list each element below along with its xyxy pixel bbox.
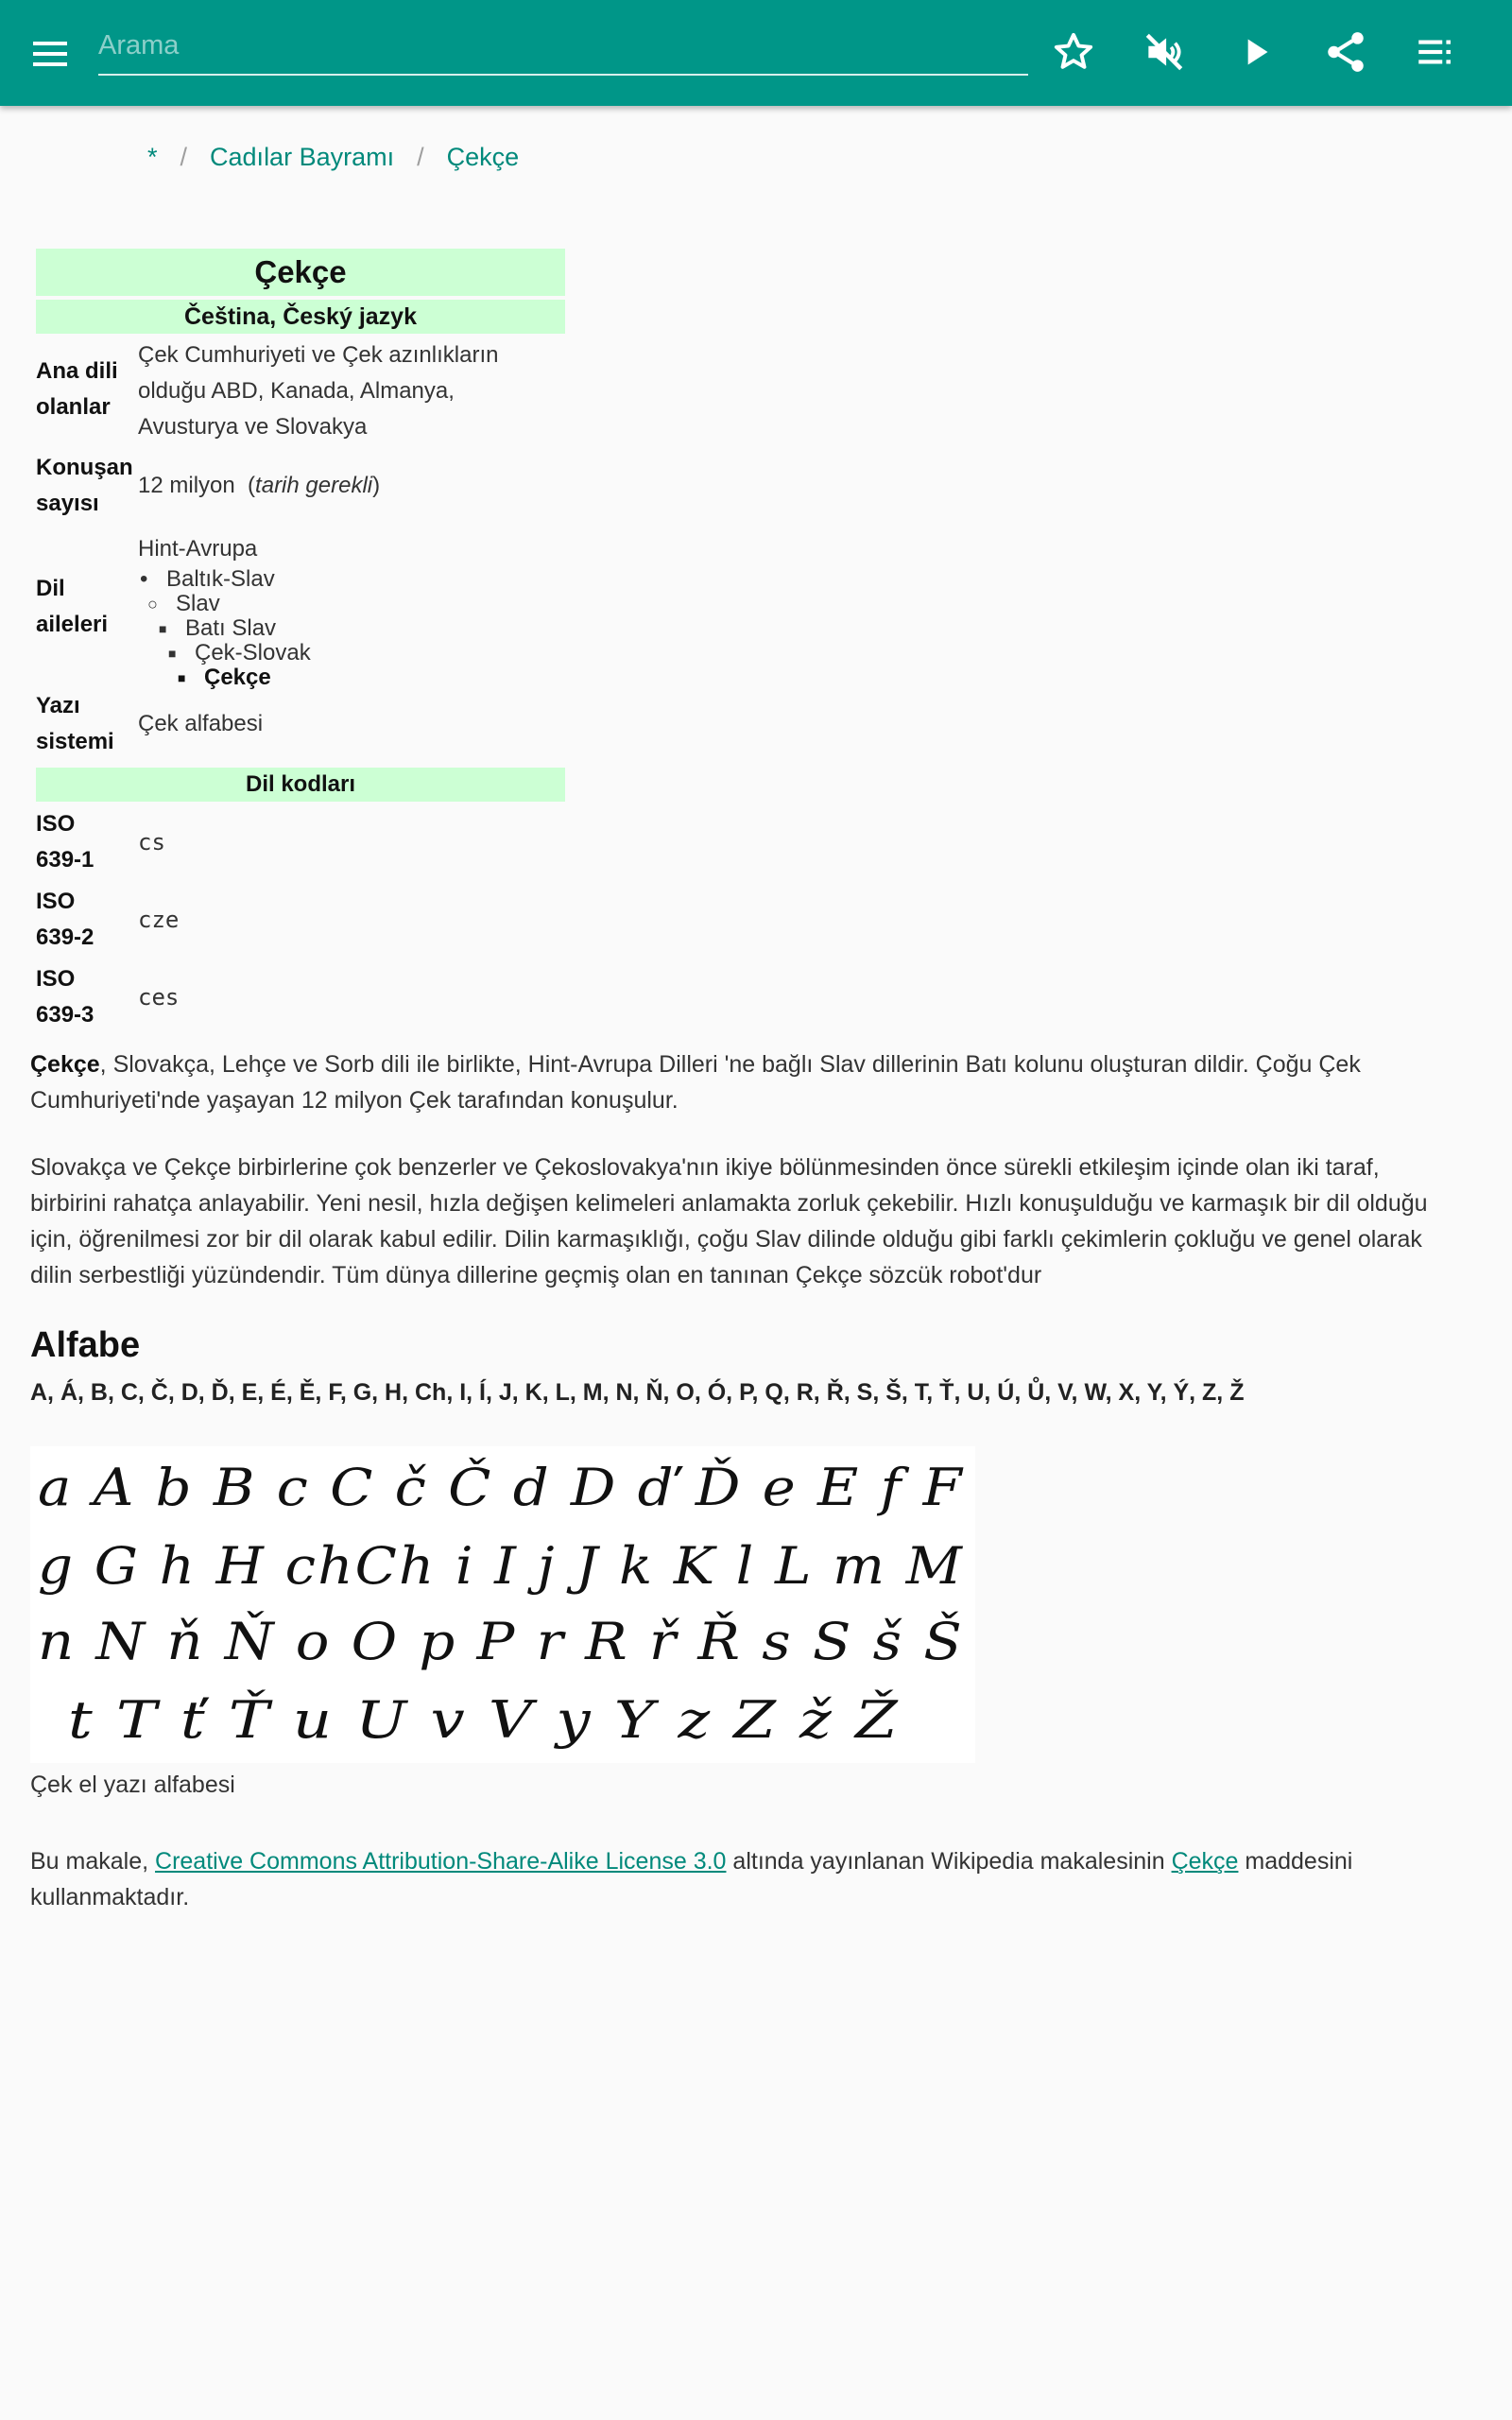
breadcrumb-separator: / (417, 142, 424, 171)
native-speakers-label: Ana dili olanlar (36, 358, 118, 420)
iso-639-1-row (36, 805, 565, 879)
writing-system-label: Yazı sistemi (36, 693, 114, 754)
license-link[interactable]: Creative Commons Attribution-Share-Alike License 3.0 (155, 1848, 727, 1875)
iso-639-3-label: ISO 639-3 (36, 966, 94, 1028)
cursive-row: a A b B c C č Č d D ď Ď e E f F (38, 1458, 882, 1517)
license-notice: Bu makale, Creative Commons Attribution-Share-Alike License 3.0 altında yayınlanan Wikipedia makalesinin Çekçe maddesini kullanmaktadır. (30, 1848, 1353, 1910)
share-icon[interactable] (1322, 28, 1369, 76)
iso-639-1-code: cs (138, 829, 165, 856)
date-needed-note: tarih gerekli (255, 473, 373, 498)
language-family-label: Dil aileleri (36, 576, 109, 637)
family-level-5: ■ Çekçe (178, 665, 271, 690)
cursive-alphabet-image (30, 1446, 975, 1763)
cursive-row: n N ň Ň o O p P r R ř Ř s S š Š (38, 1612, 883, 1671)
breadcrumb-separator: / (180, 142, 188, 171)
play-icon[interactable] (1232, 28, 1280, 76)
body-paragraph: Slovakça ve Çekçe birbirlerine çok benzerler ve Çekoslovakya'nın ikiye bölünmesinden önce sürekli etkileşim içinde olan iki taraf, birbirini rahatça anlayabilir. Yeni nesil, hızla değişen kelimeleri anlamakta zorluk çekebilir. Hızlı konuşulduğu ve karmaşık bir dil olduğu için, öğrenilmesi zor bir dil olarak kabul edilir. Dilin karmaşıklığı, çoğu Slav dilinde olduğu gibi farklı çekimlerin çokluğu ve genel olarak dilin serbestliği yüzündendir. Tüm dünya dillerine geçmiş olan en tanınan Çekçe sözcük robot'dur (30, 1154, 1428, 1288)
image-caption: Çek el yazı alfabesi (30, 1772, 235, 1798)
iso-639-2-label: ISO 639-2 (36, 889, 94, 950)
writing-system-row (36, 686, 565, 762)
alphabet-heading: Alfabe (30, 1325, 141, 1365)
iso-639-3-row (36, 960, 565, 1034)
alphabet-letters: A, Á, B, C, Č, D, Ď, E, É, Ě, F, G, H, Ch, I, Í, J, K, L, M, N, Ň, O, Ó, P, Q, R, Ř, S, Š, T, Ť, U, Ú, Ů, V, W, X, Y, Ý, Z, Ž (30, 1379, 1245, 1406)
iso-639-3-code: ces (138, 984, 180, 1011)
infobox-title: Çekçe (36, 249, 565, 296)
cursive-row: g G h H chCh i I j J k K l L m M (38, 1536, 965, 1596)
iso-639-1-label: ISO 639-1 (36, 811, 94, 873)
infobox-native-name: Čeština, Český jazyk (36, 300, 565, 334)
article-subject: Çekçe (30, 1051, 100, 1078)
native-speakers-row (36, 337, 565, 443)
writing-system-value: Çek alfabesi (138, 711, 264, 736)
breadcrumb-root[interactable]: * (147, 142, 158, 171)
search-input[interactable] (98, 21, 1028, 70)
language-codes-header: Dil kodları (36, 768, 565, 802)
intro-paragraph: Çekçe, Slovakça, Lehçe ve Sorb dili ile birlikte, Hint-Avrupa Dilleri 'ne bağlı Slav dillerinin Batı kolunu oluşturan dildir. Çoğu Çek Cumhuriyeti'nde yaşayan 12 milyon Çek tarafından konuşulur. (30, 1051, 1361, 1114)
menu-icon[interactable] (30, 34, 70, 74)
volume-off-icon[interactable] (1141, 28, 1188, 76)
speakers-row (36, 450, 565, 522)
iso-639-2-code: cze (138, 907, 180, 933)
speakers-value: 12 milyon (tarih gerekli) (138, 473, 381, 498)
star-outline-icon[interactable] (1050, 28, 1097, 76)
breadcrumb-parent[interactable]: Cadılar Bayramı (210, 142, 395, 171)
app-bar (0, 0, 1512, 106)
family-level-4: ■ Çek-Slovak (168, 640, 311, 666)
iso-639-2-row (36, 883, 565, 957)
list-icon[interactable] (1413, 28, 1460, 76)
native-speakers-value: Çek Cumhuriyeti ve Çek azınlıkların olduğu ABD, Kanada, Almanya, Avusturya ve Slovakya (138, 342, 499, 440)
search-field (98, 21, 1028, 76)
source-article-link[interactable]: Çekçe (1171, 1848, 1239, 1875)
family-level-3: ■ Batı Slav (159, 615, 277, 641)
language-family-tree: Hint-Avrupa • Baltık-Slav ○ Slav ■ Batı Slav ■ Çek-Slovak ■ Çekçe (138, 531, 565, 681)
family-level-2: ○ Slav (147, 591, 220, 616)
breadcrumb-current[interactable]: Çekçe (446, 142, 520, 171)
breadcrumb (147, 138, 519, 176)
cursive-row: t T ť Ť u U v V y Y z Z ž Ž (68, 1690, 768, 1750)
family-level-1: • Baltık-Slav (140, 566, 275, 592)
infobox (36, 249, 565, 1034)
cursive-alphabet-drawing (30, 1446, 975, 1763)
speakers-label: Konuşan sayısı (36, 455, 133, 516)
language-family-row (36, 531, 565, 690)
